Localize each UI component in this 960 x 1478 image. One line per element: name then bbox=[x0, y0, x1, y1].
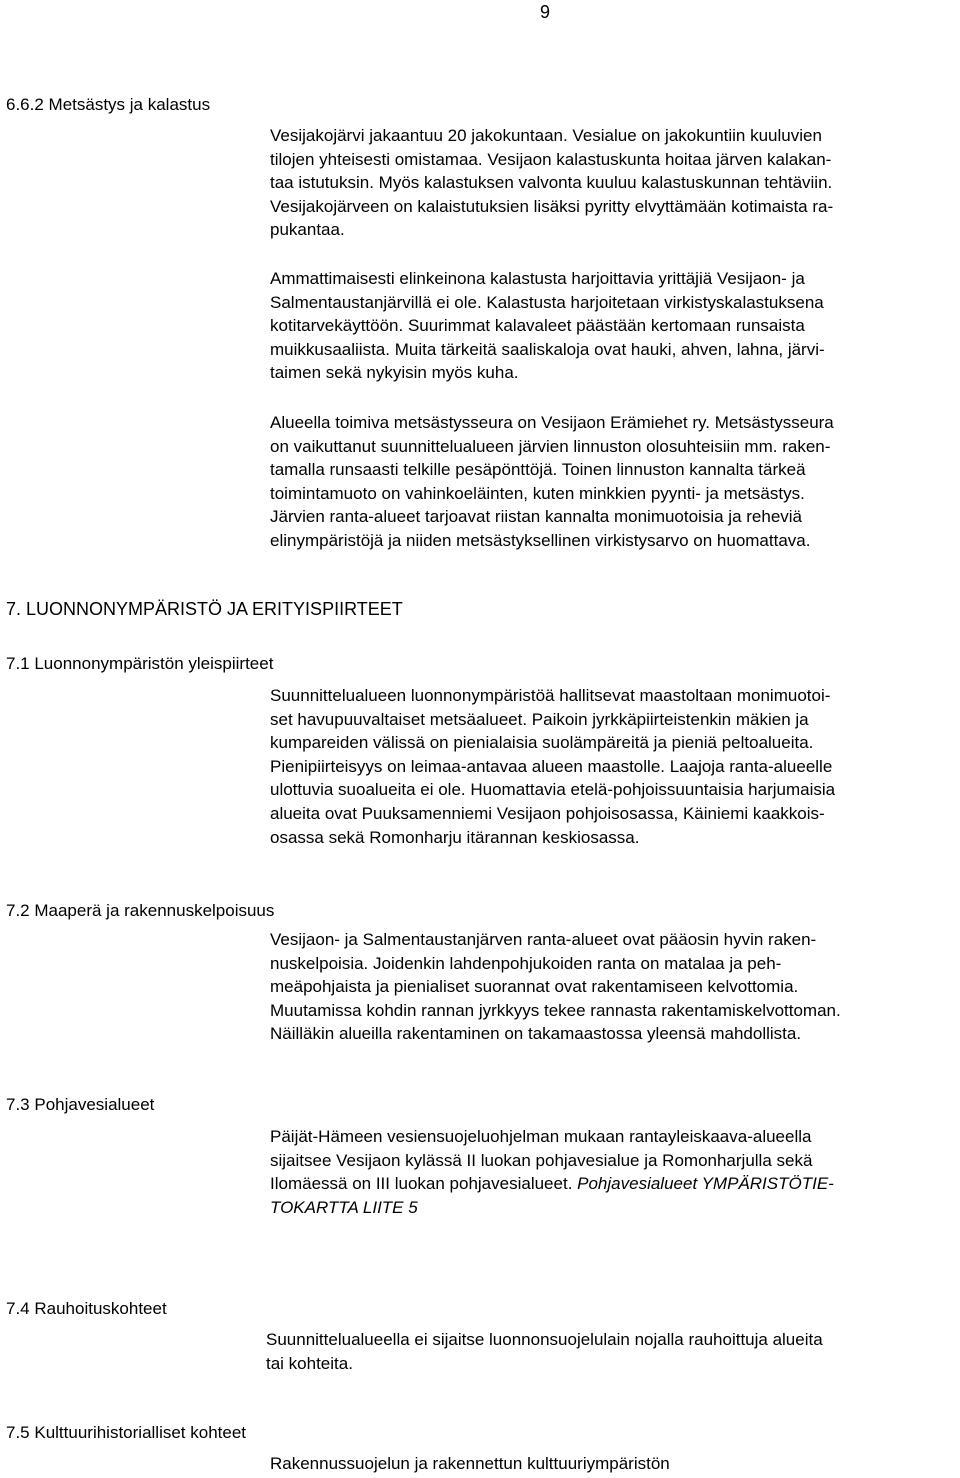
paragraph-fishing-2 bbox=[270, 267, 960, 385]
text-line: pukantaa. bbox=[270, 220, 345, 240]
text-line: toimintamuoto on vahinkoeläinten, kuten minkkien pyynti- ja metsästys. bbox=[270, 483, 805, 503]
paragraph-fishing-1 bbox=[270, 124, 960, 242]
text-line: Ammattimaisesti elinkeinona kalastusta harjoittavia yrittäjiä Vesijaon- ja bbox=[270, 269, 805, 288]
text-line: meäpohjaista ja pienialiset suorannat ovat rakentamiseen kelvottomia. bbox=[270, 977, 799, 997]
text-line: Rakennussuojelun ja rakennettun kulttuuriympäristön bbox=[270, 1454, 670, 1473]
text-line: tilojen yhteisesti omistamaa. Vesijaon kalastuskunta hoitaa järven kalakan- bbox=[270, 149, 832, 169]
section-heading-7-2: 7.2 Maaperä ja rakennuskelpoisuus bbox=[6, 901, 275, 920]
text-line: on vaikuttanut suunnittelualueen järvien linnuston olosuhteisiin mm. raken- bbox=[270, 436, 831, 456]
section-heading-7-4: 7.4 Rauhoituskohteet bbox=[6, 1299, 167, 1318]
text-line bbox=[270, 1172, 960, 1196]
text-line: taimen sekä nykyisin myös kuha. bbox=[270, 363, 519, 383]
section-heading-7-3: 7.3 Pohjavesialueet bbox=[6, 1095, 155, 1114]
text-line: kotitarvekäyttöön. Suurimmat kalavaleet päästään kertomaan runsaista bbox=[270, 316, 805, 336]
text-line: Näilläkin alueilla rakentaminen on takamaastossa yleensä mahdollista. bbox=[270, 1024, 802, 1044]
map-reference: TOKARTTA LIITE 5 bbox=[270, 1197, 418, 1217]
paragraph-protected-sites bbox=[266, 1328, 956, 1375]
section-heading-7-5: 7.5 Kulttuurihistorialliset kohteet bbox=[6, 1423, 247, 1442]
text-line: tai kohteita. bbox=[266, 1353, 353, 1373]
text-line: osassa sekä Romonharju itärannan keskiosassa. bbox=[270, 827, 640, 847]
map-reference: Pohjavesialueet YMPÄRISTÖTIE- bbox=[577, 1174, 834, 1194]
page-number: 9 bbox=[540, 2, 551, 22]
text-line: Alueella toimiva metsästysseura on Vesijaon Erämiehet ry. Metsästysseura bbox=[270, 413, 834, 432]
text-line: Vesijaon- ja Salmentaustanjärven ranta-alueet ovat pääosin hyvin raken- bbox=[270, 930, 817, 949]
text-line: tamalla runsaasti telkille pesäpönttöjä. Toinen linnuston kannalta tärkeä bbox=[270, 460, 806, 480]
section-heading-7-1: 7.1 Luonnonympäristön yleispiirteet bbox=[6, 654, 274, 673]
text-line: nuskelpoisia. Joidenkin lahdenpohjukoiden ranta on matalaa ja peh- bbox=[270, 953, 782, 973]
text-line: Järvien ranta-alueet tarjoavat riistan kannalta monimuotoisia ja reheviä bbox=[270, 507, 803, 527]
text-line: Päijät-Hämeen vesiensuojeluohjelman mukaan rantayleiskaava-alueella bbox=[270, 1127, 812, 1146]
text-line bbox=[270, 1196, 960, 1220]
text-line: alueita ovat Puuksamenniemi Vesijaon pohjoisosassa, Käiniemi kaakkois- bbox=[270, 803, 825, 823]
text-line: Vesijakojärveen on kalaistutuksien lisäksi pyritty elvyttämään kotimaista ra- bbox=[270, 196, 834, 216]
text-line: Pienipiirteisyys on leimaa-antavaa alueen maastolle. Laajoja ranta-alueelle bbox=[270, 756, 833, 776]
text-line: sijaitsee Vesijaon kylässä II luokan pohjavesialue ja Romonharjulla sekä bbox=[270, 1150, 813, 1170]
text-line: ulottuvia suoalueita ei ole. Huomattavia etelä-pohjoissuuntaisia harjumaisia bbox=[270, 780, 836, 800]
text-line: Muutamissa kohdin rannan jyrkkyys tekee rannasta rakentamiskelvottoman. bbox=[270, 1000, 841, 1020]
text-line: Salmentaustanjärvillä ei ole. Kalastusta harjoitetaan virkistyskalastuksena bbox=[270, 292, 824, 312]
text-line: taa istutuksin. Myös kalastuksen valvonta kuuluu kalastuskunnan tehtäviin. bbox=[270, 173, 833, 193]
paragraph-cultural-heritage bbox=[270, 1452, 960, 1476]
paragraph-groundwater bbox=[270, 1125, 960, 1219]
paragraph-nature-overview bbox=[270, 684, 960, 849]
text-line: muikkusaaliista. Muita tärkeitä saaliskaloja ovat hauki, ahven, lahna, järvi- bbox=[270, 339, 825, 359]
paragraph-hunting bbox=[270, 411, 960, 553]
section-heading-6-6-2: 6.6.2 Metsästys ja kalastus bbox=[6, 95, 211, 114]
text-line: set havupuuvaltaiset metsäalueet. Paikoin jyrkkäpiirteistenkin mäkien ja bbox=[270, 709, 809, 729]
text-line: elinympäristöjä ja niiden metsästyksellinen virkistysarvo on huomattava. bbox=[270, 530, 811, 550]
text-line: Suunnittelualueella ei sijaitse luonnonsuojelulain nojalla rauhoittuja alueita bbox=[266, 1330, 823, 1349]
text-line: Suunnittelualueen luonnonympäristöä hallitsevat maastoltaan monimuotoi- bbox=[270, 686, 831, 705]
text-segment: Ilomäessä on III luokan pohjavesialueet. bbox=[270, 1174, 578, 1194]
paragraph-soil bbox=[270, 928, 960, 1046]
text-line: Vesijakojärvi jakaantuu 20 jakokuntaan. Vesialue on jakokuntiin kuuluvien bbox=[270, 126, 822, 145]
chapter-heading-7: 7. LUONNONYMPÄRISTÖ JA ERITYISPIIRTEET bbox=[6, 599, 403, 619]
text-line: kumpareiden välissä on pienialaisia suolämpäreitä ja pieniä peltoalueita. bbox=[270, 733, 814, 753]
